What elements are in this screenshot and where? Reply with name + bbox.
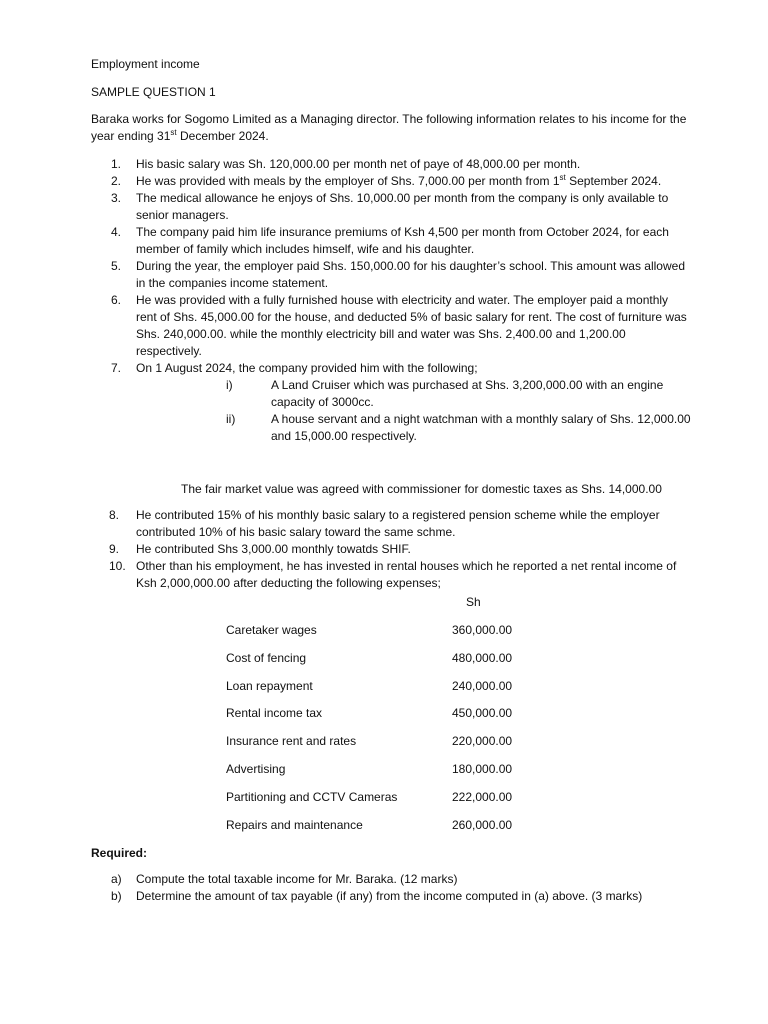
table-row: Caretaker wages 360,000.00 [226, 623, 513, 637]
sub-list-item: ii) A house servant and a night watchman with a monthly salary of Shs. 12,000.00 and 15,000.00 respectively. [226, 412, 691, 443]
list-item: 3. The medical allowance he enjoys of Shs. 10,000.00 per month from the company is only available to senior managers. [111, 191, 669, 222]
list-item: a) Compute the total taxable income for Mr. Baraka. (12 marks) [111, 872, 458, 886]
table-row: Cost of fencing 480,000.00 [226, 650, 513, 665]
sub-list [136, 377, 691, 445]
list-item: 8. He contributed 15% of his monthly basic salary to a registered pension scheme while the employer contributed 10% of his basic salary toward the same schme. [109, 508, 660, 539]
required-heading: Required: [91, 846, 148, 860]
table-row: Partitioning and CCTV Cameras 222,000.00 [226, 789, 513, 804]
list-item: 1. His basic salary was Sh. 120,000.00 per month net of paye of 48,000.00 per month. [111, 157, 581, 171]
expenses-table [226, 622, 526, 844]
sub-list-item: i) A Land Cruiser which was purchased at Shs. 3,200,000.00 with an engine capacity of 3000cc. [226, 378, 664, 409]
table-row: Loan repayment 240,000.00 [226, 678, 513, 693]
list-item: 5. During the year, the employer paid Shs. 150,000.00 for his daughter’s school. This amount was allowed in the companies income statement. [111, 259, 685, 290]
fair-market-value-note: The fair market value was agreed with commissioner for domestic taxes as Shs. 14,000.00 [181, 482, 662, 496]
required-list [91, 871, 691, 905]
document-title: Employment income [91, 57, 200, 71]
table-row: Insurance rent and rates 220,000.00 [226, 734, 513, 749]
list-item: 9. He contributed Shs 3,000.00 monthly towatds SHIF. [109, 542, 411, 556]
question-title: SAMPLE QUESTION 1 [91, 85, 216, 99]
list-item: b) Determine the amount of tax payable (if any) from the income computed in (a) above. (3 marks) [111, 889, 643, 903]
list-item: 6. He was provided with a fully furnished house with electricity and water. The employer paid a monthly rent of Shs. 45,000.00 for the house, and deducted 5% of basic salary for rent. The cost of furniture was Shs. 240,000.00. while the monthly electricity bill and water was Shs. 2,400.00 and 1,200.00 respectively. [111, 293, 687, 358]
list-item: 7. On 1 August 2024, the company provided him with the following; i) A Land Cruiser which was purchased at Shs. 3,200,000.00 with an engine capacity of 3000cc. ii) A house servant and a night watchman with a monthly salary of Shs. 12,000.00 and 15,000.00 respectively. [111, 361, 691, 443]
list-item: 10. Other than his employment, he has invested in rental houses which he reported a net rental income of Ksh 2,000,000.00 after deducting the following expenses; [109, 559, 677, 590]
facts-list-continued [91, 507, 691, 592]
list-item: 2. He was provided with meals by the employer of Shs. 7,000.00 per month from 1st September 2024. [111, 173, 662, 188]
list-item: 4. The company paid him life insurance premiums of Ksh 4,500 per month from October 2024, for each member of family which includes himself, wife and his daughter. [111, 225, 669, 256]
table-row: Rental income tax 450,000.00 [226, 706, 513, 721]
table-row: Advertising 180,000.00 [226, 761, 513, 776]
currency-header: Sh [466, 595, 481, 609]
facts-list [91, 156, 691, 445]
table-row: Repairs and maintenance 260,000.00 [226, 817, 513, 832]
intro-paragraph: Baraka works for Sogomo Limited as a Managing director. The following information relates to his income for the year ending 31st December 2024. [91, 112, 687, 143]
